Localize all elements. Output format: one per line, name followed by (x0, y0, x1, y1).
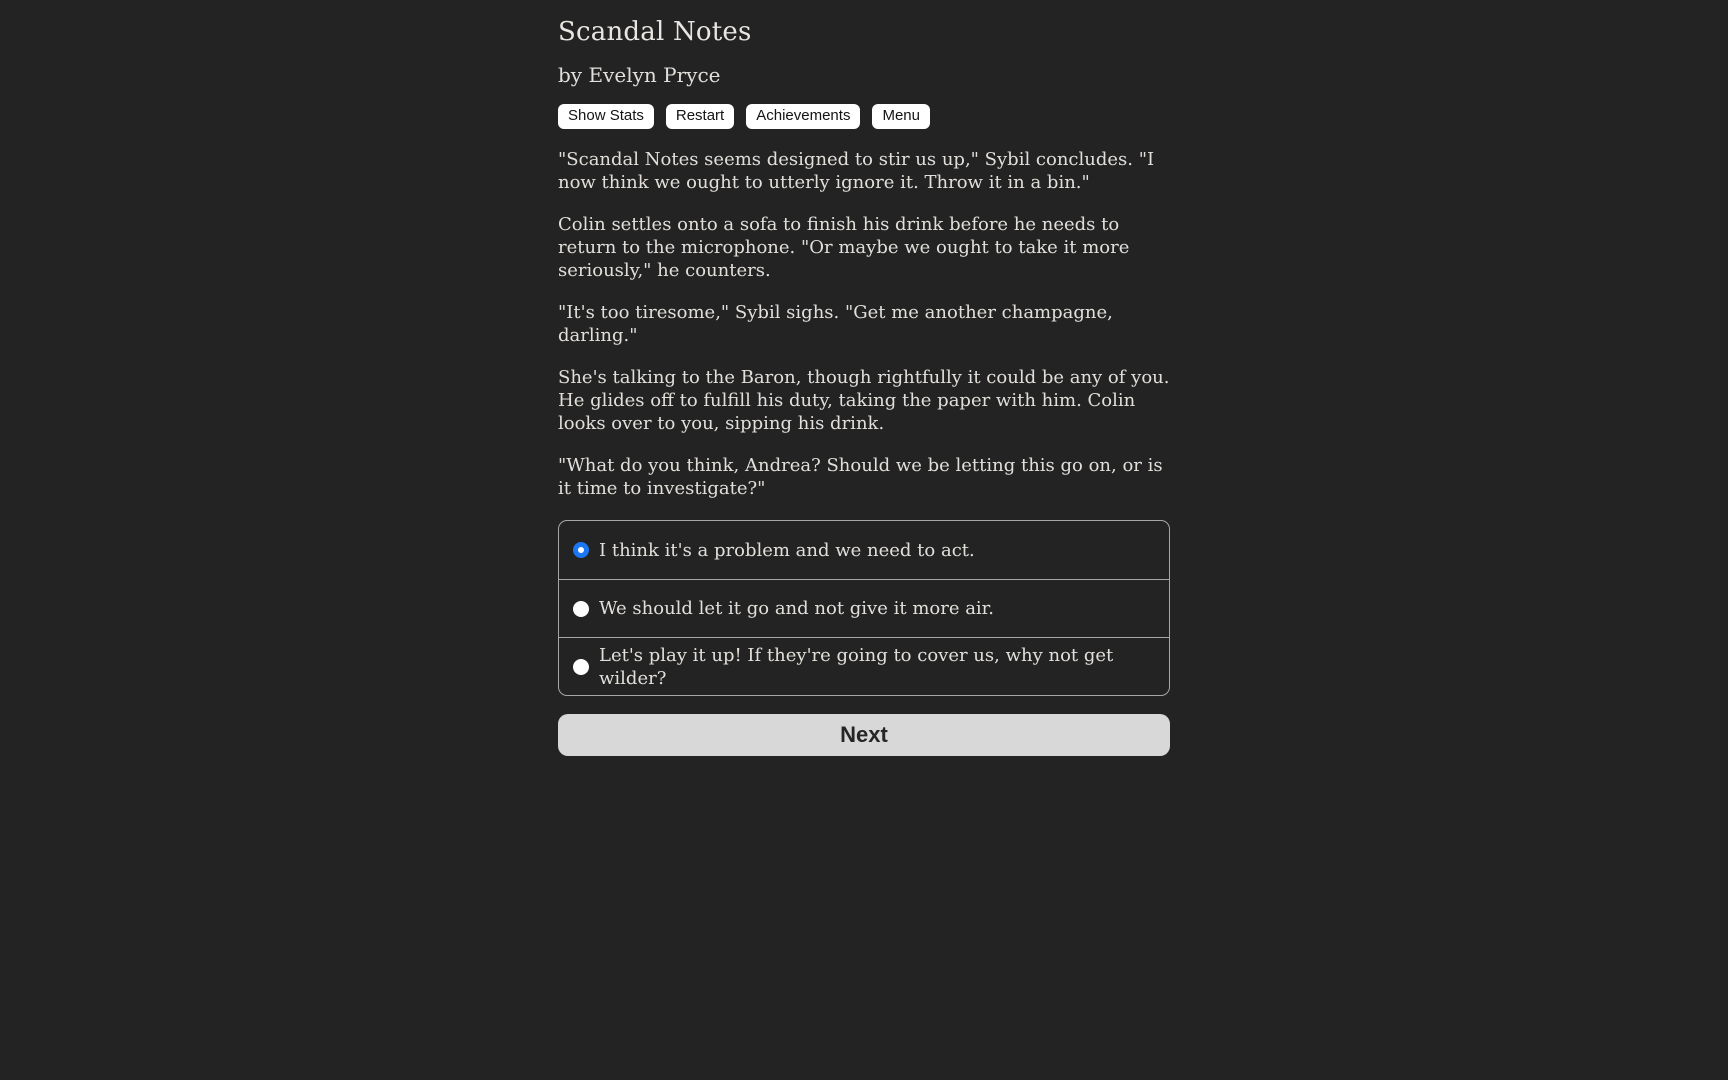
story-paragraph: "What do you think, Andrea? Should we be letting this go on, or is it time to investigate?" (558, 455, 1163, 499)
page-title: Scandal Notes (558, 17, 752, 47)
choice-option-2[interactable] (559, 579, 1169, 637)
radio-selected-icon[interactable] (573, 542, 589, 558)
choice-option-label: I think it's a problem and we need to act. (599, 539, 975, 561)
radio-unselected-icon[interactable] (573, 659, 589, 675)
story-paragraph: She's talking to the Baron, though rightfully it could be any of you. He glides off to fulfill his duty, taking the paper with him. Colin looks over to you, sipping his drink. (558, 367, 1170, 434)
choice-option-label: We should let it go and not give it more air. (599, 598, 995, 619)
author-byline: by Evelyn Pryce (558, 63, 721, 87)
game-page (558, 0, 1170, 756)
story-paragraph: "Scandal Notes seems designed to stir us up," Sybil concludes. "I now think we ought to utterly ignore it. Throw it in a bin." (558, 149, 1155, 193)
story-paragraph: Colin settles onto a sofa to finish his drink before he needs to return to the microphone. "Or maybe we ought to take it more seriously," he counters. (558, 214, 1130, 281)
achievements-button[interactable]: Achievements (746, 104, 860, 129)
toolbar (558, 104, 1170, 129)
show-stats-button[interactable]: Show Stats (558, 104, 654, 129)
story-text (558, 148, 1170, 500)
choice-option-3[interactable] (559, 637, 1169, 695)
restart-button[interactable]: Restart (666, 104, 734, 129)
story-paragraph: "It's too tiresome," Sybil sighs. "Get me another champagne, darling." (558, 302, 1113, 346)
menu-button[interactable]: Menu (872, 104, 930, 129)
choice-option-1[interactable] (559, 521, 1169, 579)
next-button[interactable]: Next (558, 714, 1170, 756)
radio-unselected-icon[interactable] (573, 601, 589, 617)
choice-group (558, 520, 1170, 696)
choice-option-label: Let's play it up! If they're going to cover us, why not get wilder? (599, 644, 1114, 689)
